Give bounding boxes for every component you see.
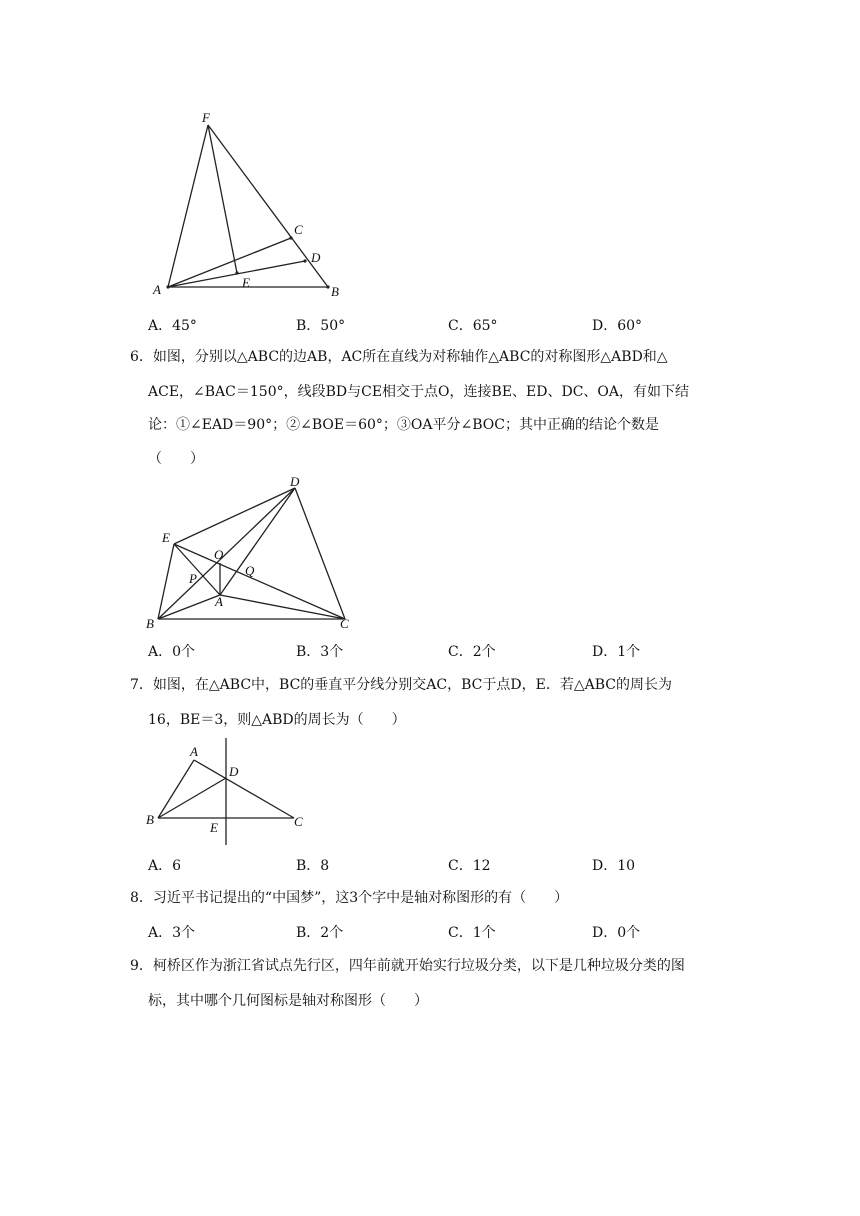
label-P: P [189, 571, 197, 586]
label-C: C [340, 616, 349, 631]
label-E: E [242, 275, 250, 290]
q9-text-line-2: 标，其中哪个几何图标是轴对称图形（ ） [148, 993, 428, 1009]
q6-option-d[interactable]: D．1个 [592, 644, 641, 660]
label-B: B [146, 616, 154, 631]
q9-text-line-1: 9．柯桥区作为浙江省试点先行区，四年前就开始实行垃圾分类，以下是几种垃圾分类的图 [130, 958, 685, 974]
q7-text-line-1: 7．如图，在△ABC中，BC的垂直平分线分别交AC，BC于点D，E．若△ABC的周长为 [130, 677, 672, 693]
label-Q: Q [245, 563, 255, 578]
q8-option-c[interactable]: C．1个 [448, 925, 496, 941]
q8-option-d[interactable]: D．0个 [592, 925, 641, 941]
line-AC [168, 238, 291, 287]
label-E: E [162, 530, 170, 545]
q6-option-c[interactable]: C．2个 [448, 644, 496, 660]
line-FB [208, 125, 328, 287]
label-A: A [215, 594, 223, 609]
q5-option-c[interactable]: C．65° [448, 318, 498, 334]
q7-option-c[interactable]: C．12 [448, 858, 491, 874]
label-A: A [153, 282, 161, 297]
q6-text-line-2: ACE，∠BAC＝150°，线段BD与CE相交于点O，连接BE、ED、DC、OA，有如下结 [148, 384, 690, 400]
label-D: D [311, 250, 321, 265]
q5-option-b[interactable]: B．50° [296, 318, 346, 334]
q6-option-b[interactable]: B．3个 [296, 644, 344, 660]
q8-option-b[interactable]: B．2个 [296, 925, 344, 941]
label-E: E [210, 820, 218, 835]
q5-figure [140, 100, 360, 310]
q8-option-a[interactable]: A．3个 [148, 925, 196, 941]
q6-figure [140, 470, 370, 635]
q5-option-a[interactable]: A．45° [148, 318, 197, 334]
q7-text-line-2: 16，BE＝3，则△ABD的周长为（ ） [148, 712, 406, 728]
q6-text-line-4: （ ） [148, 451, 204, 467]
q6-option-a[interactable]: A．0个 [148, 644, 196, 660]
label-D: D [290, 474, 300, 489]
q6-text-line-1: 6．如图，分别以△ABC的边AB，AC所在直线为对称轴作△ABC的对称图形△ABD和△ [130, 349, 668, 365]
label-D: D [229, 764, 239, 779]
line-FE [208, 125, 237, 273]
label-B: B [331, 284, 339, 299]
q7-option-b[interactable]: B．8 [296, 858, 330, 874]
label-F: F [202, 110, 210, 125]
label-C: C [294, 222, 303, 237]
q7-option-a[interactable]: A．6 [148, 858, 182, 874]
q5-option-d[interactable]: D．60° [592, 318, 643, 334]
q7-option-d[interactable]: D．10 [592, 858, 636, 874]
q8-text-line-1: 8．习近平书记提出的“中国梦”，这3个字中是轴对称图形的有（ ） [130, 890, 569, 906]
line-AF [168, 125, 208, 287]
label-A: A [190, 744, 198, 759]
q6-text-line-3: 论：①∠EAD＝90°；②∠BOE＝60°；③OA平分∠BOC；其中正确的结论个数是 [148, 417, 659, 433]
label-C: C [294, 814, 303, 829]
label-O: O [214, 547, 224, 562]
label-B: B [146, 812, 154, 827]
q7-figure [140, 735, 315, 850]
